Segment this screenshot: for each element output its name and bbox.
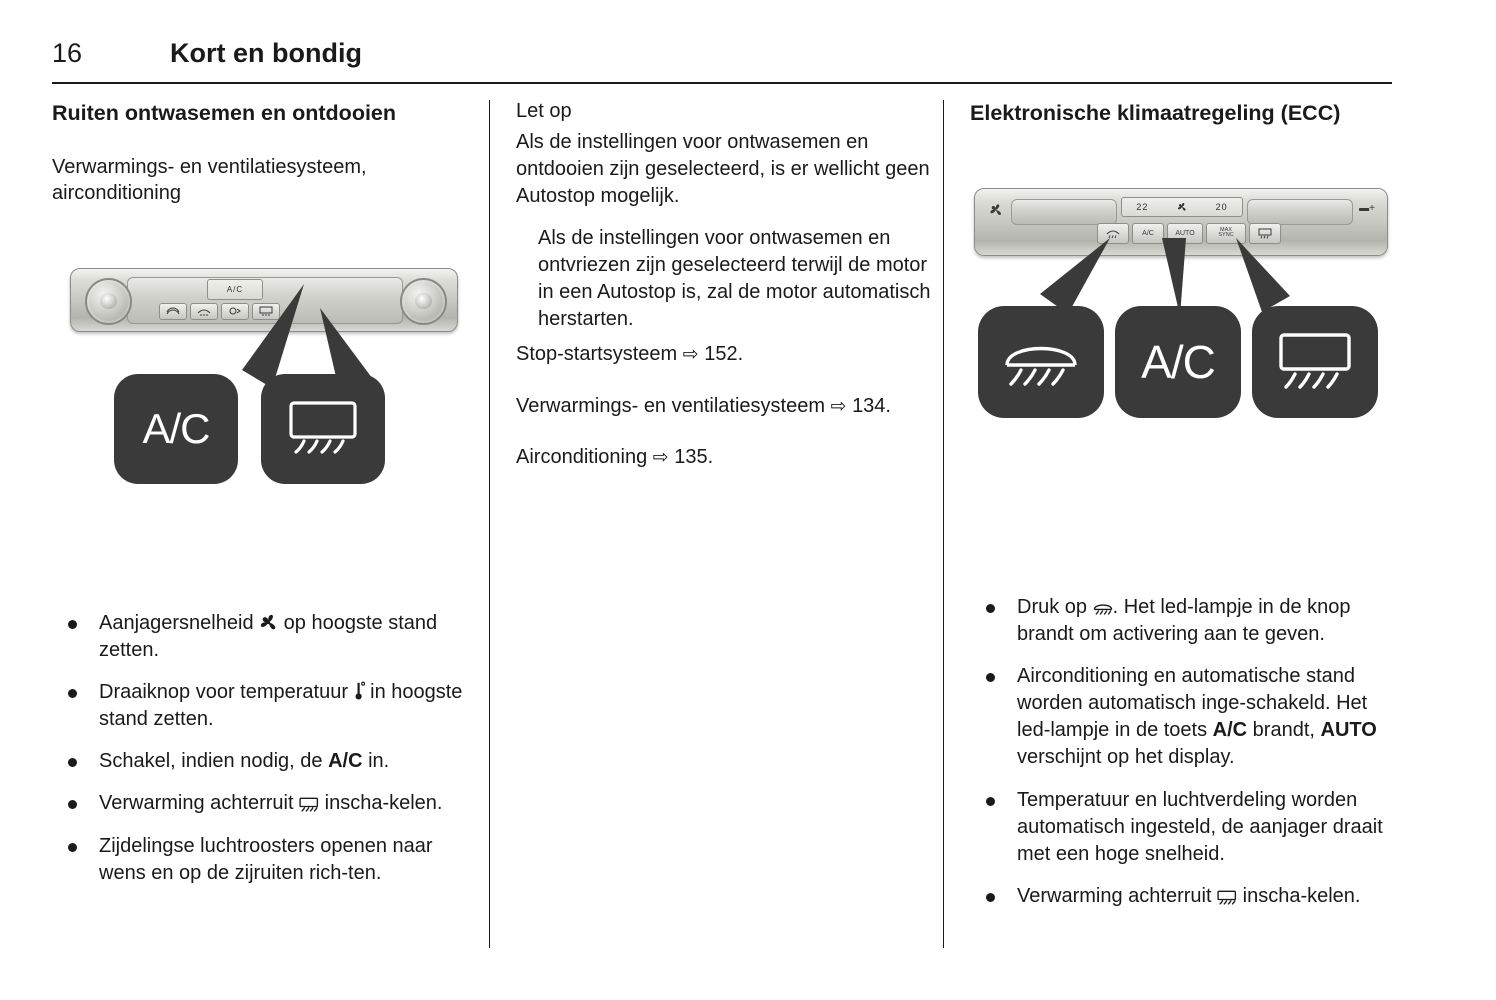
- bullet-text: Airconditioning en automatische stand worden automatisch inge-schakeld. Het led-lampje in de toets A/C brandt, AUTO verschijnt op het display.: [1017, 664, 1377, 769]
- bullet-list-ecc-steps: [970, 594, 1394, 911]
- illustration-hvac-panel: [52, 216, 472, 576]
- ecc-right-vent: [1247, 199, 1353, 225]
- bullet-text: Druk op . Het led-lampje in de knop brandt om activering aan te geven.: [1017, 595, 1351, 645]
- column-2: [516, 100, 934, 485]
- reference-airconditioning: Airconditioning ⇨ 135.: [516, 445, 714, 468]
- column-1: [52, 100, 472, 902]
- callout-bubble-ac: [1115, 306, 1241, 418]
- illustration-ecc-panel: [970, 188, 1394, 538]
- list-item: [52, 679, 472, 733]
- note-paragraph-2: Als de instellingen voor ontwasemen en ontvriezen zijn geselecteerd terwijl de motor in een Autostop is, zal de motor automatisch herstarten.: [538, 226, 931, 331]
- page-header: [52, 38, 1392, 84]
- callout-bubble-rear-defrost: [261, 374, 385, 484]
- subsection-heading-hvac: Verwarmings- en ventilatiesysteem, airconditioning: [52, 155, 367, 204]
- list-item: [52, 748, 472, 775]
- list-item: [970, 787, 1394, 869]
- ecc-left-vent: [1011, 199, 1117, 225]
- rear-window-defrost-icon: [299, 797, 319, 812]
- list-item: [52, 610, 472, 664]
- note-paragraph-1: Als de instellingen voor ontwasemen en ontdooien zijn geselecteerd, is er wellicht geen Autostop mogelijk.: [516, 131, 930, 208]
- bullet-text: Verwarming achterruit inscha-kelen.: [99, 792, 443, 815]
- thermometer-icon: [354, 681, 365, 701]
- ac-strip-label: A/C: [226, 284, 244, 294]
- page-title: Kort en bondig: [170, 38, 362, 68]
- callout-bubble-ac-label: A/C: [1141, 335, 1215, 388]
- bullet-text: Verwarming achterruit inscha-kelen.: [1017, 885, 1361, 908]
- front-window-defrost-icon: [1001, 331, 1081, 393]
- reference-arrow-icon: ⇨: [652, 445, 669, 468]
- list-item: [52, 790, 472, 817]
- bullet-text: Draaiknop voor temperatuur in hoogste stand zetten.: [99, 680, 463, 731]
- bullet-text: Aanjagersnelheid op hoogste stand zetten.: [99, 611, 438, 661]
- section-heading-defogging: Ruiten ontwasemen en ontdooien: [52, 101, 397, 125]
- callout-bubble-rear-defrost: [1252, 306, 1378, 418]
- bullet-list-hvac-steps: [52, 610, 472, 888]
- rear-window-defrost-icon: [1276, 331, 1354, 393]
- column-divider-2: [943, 100, 944, 948]
- bullet-text: Temperatuur en luchtverdeling worden automatisch ingesteld, de aanjager draait met een hoge snelheid.: [1017, 788, 1383, 866]
- ecc-ac-button-label: A/C: [1142, 229, 1154, 237]
- rear-window-defrost-icon: [1217, 890, 1237, 905]
- list-item: [52, 833, 472, 887]
- reference-stop-start: Stop-startsysteem ⇨ 152.: [516, 343, 744, 366]
- bullet-text: Schakel, indien nodig, de A/C in.: [99, 750, 390, 773]
- reference-heating-ventilation: Verwarmings- en ventilatiesysteem ⇨ 134.: [516, 394, 891, 417]
- display-temp-left: 22: [1136, 201, 1149, 212]
- callout-bubble-ac-label: A/C: [142, 404, 210, 452]
- fan-speed-knob[interactable]: [85, 278, 132, 325]
- ecc-max-sync-label: MAX SYNC: [1218, 226, 1234, 239]
- ecc-display: [1121, 197, 1243, 217]
- note-label: Let op: [516, 100, 572, 122]
- ecc-auto-button-label: AUTO: [1175, 229, 1195, 237]
- callout-bubble-ac: [114, 374, 238, 484]
- column-3: [970, 100, 1394, 925]
- bullet-text: Zijdelingse luchtroosters openen naar wens en op de zijruiten rich-ten.: [99, 834, 433, 884]
- callout-bubble-front-defrost: [978, 306, 1104, 418]
- reference-arrow-icon: ⇨: [682, 343, 699, 366]
- front-window-defrost-icon: [1093, 602, 1113, 616]
- list-item: [970, 883, 1394, 910]
- list-item: [970, 594, 1394, 648]
- section-heading-ecc: Elektronische klimaatregeling (ECC): [970, 101, 1341, 125]
- fan-icon: [989, 203, 1003, 217]
- display-temp-right: 20: [1215, 201, 1228, 212]
- ecc-seat-icon: ▬+: [1359, 202, 1375, 214]
- fan-icon: [259, 613, 278, 632]
- reference-arrow-icon: ⇨: [830, 394, 847, 417]
- fan-icon: [1177, 202, 1187, 212]
- column-divider-1: [489, 100, 490, 948]
- list-item: [970, 663, 1394, 772]
- rear-window-defrost-icon: [286, 399, 360, 459]
- page-number: 16: [52, 38, 83, 68]
